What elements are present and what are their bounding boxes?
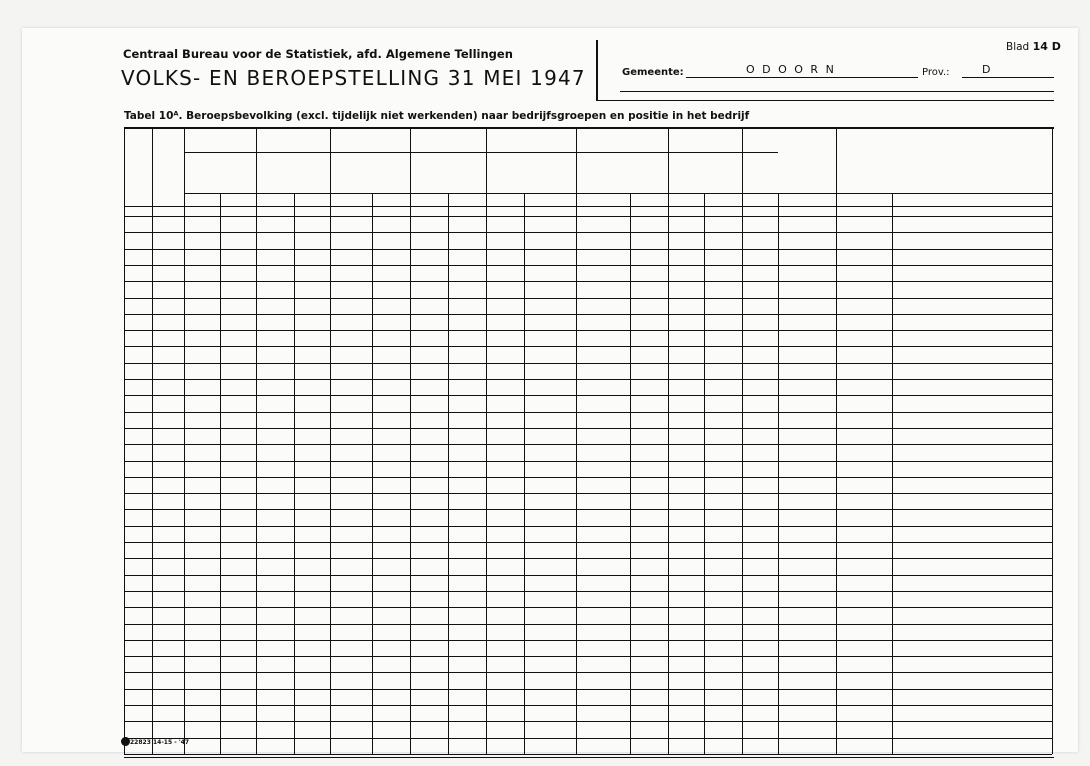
- col-line: [836, 129, 837, 754]
- province-line: [962, 77, 1054, 78]
- row-line: [124, 363, 1052, 364]
- row-line: [124, 575, 1052, 576]
- municipality-line: [686, 77, 918, 78]
- row-line: [124, 640, 1052, 641]
- col-line: [892, 193, 893, 754]
- mv-top-line: [184, 193, 1052, 194]
- sheet-value: 14 D: [1032, 40, 1061, 53]
- row-line: [124, 689, 1052, 690]
- col-line: [152, 129, 153, 754]
- row-line: [124, 754, 1052, 755]
- row-line: [124, 477, 1052, 478]
- header-line-3: [596, 100, 1054, 101]
- col-line: [372, 193, 373, 754]
- province-value: D: [982, 63, 991, 76]
- row-line: [124, 656, 1052, 657]
- census-form-sheet: [22, 28, 1078, 752]
- municipality-label: Gemeente:: [622, 67, 684, 78]
- col-line: [410, 129, 411, 754]
- col-line: [330, 129, 331, 754]
- col-line: [220, 193, 221, 754]
- row-line: [124, 721, 1052, 722]
- table-title: Tabel 10ᴬ. Beroepsbevolking (excl. tijdelijk niet werkenden) naar bedrijfsgroepen en positie in het bedrijf: [124, 110, 750, 122]
- col-line: [524, 193, 525, 754]
- row-line: [124, 395, 1052, 396]
- table-top-rule: [124, 127, 1054, 129]
- col-line: [486, 129, 487, 754]
- number-row-line: [124, 216, 1052, 217]
- print-code: 22823 14-15 - '47: [130, 739, 190, 746]
- row-line: [124, 346, 1052, 347]
- col-line: [576, 129, 577, 754]
- row-line: [124, 493, 1052, 494]
- row-line: [124, 461, 1052, 462]
- row-line: [124, 249, 1052, 250]
- row-line: [124, 526, 1052, 527]
- row-line: [124, 607, 1052, 608]
- sheet-number: [1006, 40, 1061, 53]
- col-line: [778, 193, 779, 754]
- row-line: [124, 265, 1052, 266]
- header-line-2: [620, 91, 1054, 92]
- row-line: [124, 281, 1052, 282]
- row-line: [124, 412, 1052, 413]
- row-line: [124, 558, 1052, 559]
- row-line: [124, 298, 1052, 299]
- col-line: [668, 129, 669, 754]
- row-line: [124, 591, 1052, 592]
- col-line: [704, 193, 705, 754]
- printer-mark-icon: [121, 737, 130, 746]
- row-line: [124, 705, 1052, 706]
- col-line: [256, 129, 257, 754]
- row-line: [124, 509, 1052, 510]
- province-label: Prov.:: [922, 67, 950, 78]
- table-bottom-rule: [124, 757, 1054, 758]
- mv-bottom-line: [124, 206, 1052, 207]
- col-line: [630, 193, 631, 754]
- row-line: [124, 428, 1052, 429]
- col-line: [1052, 129, 1053, 754]
- col-line: [124, 129, 125, 754]
- form-title: VOLKS- EN BEROEPSTELLING 31 MEI 1947: [121, 66, 586, 90]
- col-line: [184, 129, 185, 754]
- row-line: [124, 444, 1052, 445]
- col-line: [742, 129, 743, 754]
- header-divider: [596, 40, 598, 100]
- row-line: [124, 330, 1052, 331]
- row-line: [124, 314, 1052, 315]
- row-line: [124, 379, 1052, 380]
- row-line: [124, 672, 1052, 673]
- bureau-name: Centraal Bureau voor de Statistiek, afd. Algemene Tellingen: [123, 47, 513, 61]
- col-line: [294, 193, 295, 754]
- row-line: [124, 542, 1052, 543]
- municipality-value: O D O O R N: [746, 63, 836, 76]
- sheet-label: Blad: [1006, 41, 1030, 53]
- row-line: [124, 624, 1052, 625]
- positie-underline: [184, 152, 778, 153]
- row-line: [124, 738, 1052, 739]
- row-line: [124, 232, 1052, 233]
- col-line: [448, 193, 449, 754]
